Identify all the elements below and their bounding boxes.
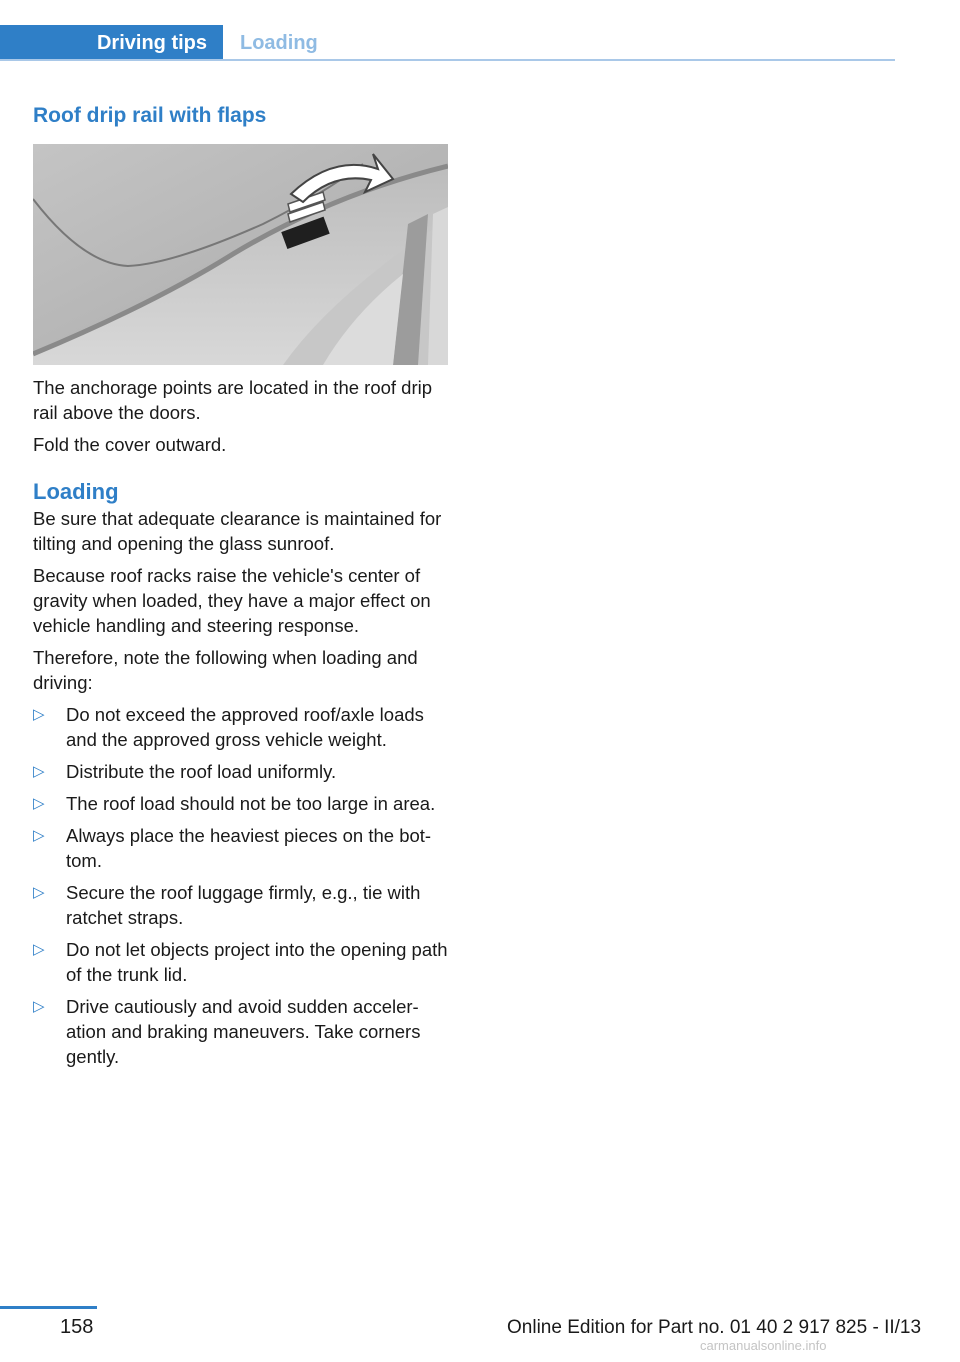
paragraph: The anchorage points are located in the roof drip rail above the doors.	[33, 377, 433, 423]
list-item: ▷ Distribute the roof load uniformly.	[33, 761, 337, 782]
paragraph: Because roof racks raise the vehicle's center of gravity when loaded, they have a major effect on vehicle handling and steering response.	[33, 565, 431, 636]
paragraph: Be sure that adequate clearance is maintained for tilting and opening the glass sunroof.	[33, 508, 442, 554]
list-item: ▷ Always place the heaviest pieces on the bot‐ tom.	[33, 825, 432, 871]
main-content	[33, 100, 448, 1076]
list-item: ▷ Drive cautiously and avoid sudden acceler‐ ation and braking maneuvers. Take corners gently.	[33, 996, 421, 1067]
triangle-bullet-icon: ▷	[33, 827, 45, 844]
chapter-tab[interactable]: Driving tips	[0, 25, 223, 61]
loading-tips-list	[33, 702, 448, 1069]
triangle-bullet-icon: ▷	[33, 884, 45, 901]
list-item: ▷ Do not exceed the approved roof/axle loads and the approved gross vehicle weight.	[33, 704, 424, 750]
roof-rail-illustration	[33, 144, 448, 365]
triangle-bullet-icon: ▷	[33, 706, 45, 723]
section-tab[interactable]: Loading	[240, 32, 318, 54]
triangle-bullet-icon: ▷	[33, 998, 45, 1015]
list-item: ▷ The roof load should not be too large in area.	[33, 793, 436, 814]
paragraph: Therefore, note the following when loading and driving:	[33, 647, 418, 693]
edition-text: Online Edition for Part no. 01 40 2 917 825 - II/13	[507, 1317, 922, 1338]
triangle-bullet-icon: ▷	[33, 763, 45, 780]
footer-rule	[0, 1306, 97, 1309]
page-number: 158	[60, 1316, 94, 1338]
list-item: ▷ Secure the roof luggage firmly, e.g., tie with ratchet straps.	[33, 882, 421, 928]
triangle-bullet-icon: ▷	[33, 941, 45, 958]
watermark-text: carmanualsonline.info	[700, 1338, 827, 1353]
section-title-loading: Loading	[33, 479, 119, 504]
paragraph: Fold the cover outward.	[33, 434, 227, 455]
triangle-bullet-icon: ▷	[33, 795, 45, 812]
page-header	[0, 25, 895, 61]
section-title-roof-drip-rail: Roof drip rail with flaps	[33, 104, 267, 127]
header-rule	[0, 59, 895, 61]
list-item: ▷ Do not let objects project into the opening path of the trunk lid.	[33, 939, 448, 985]
